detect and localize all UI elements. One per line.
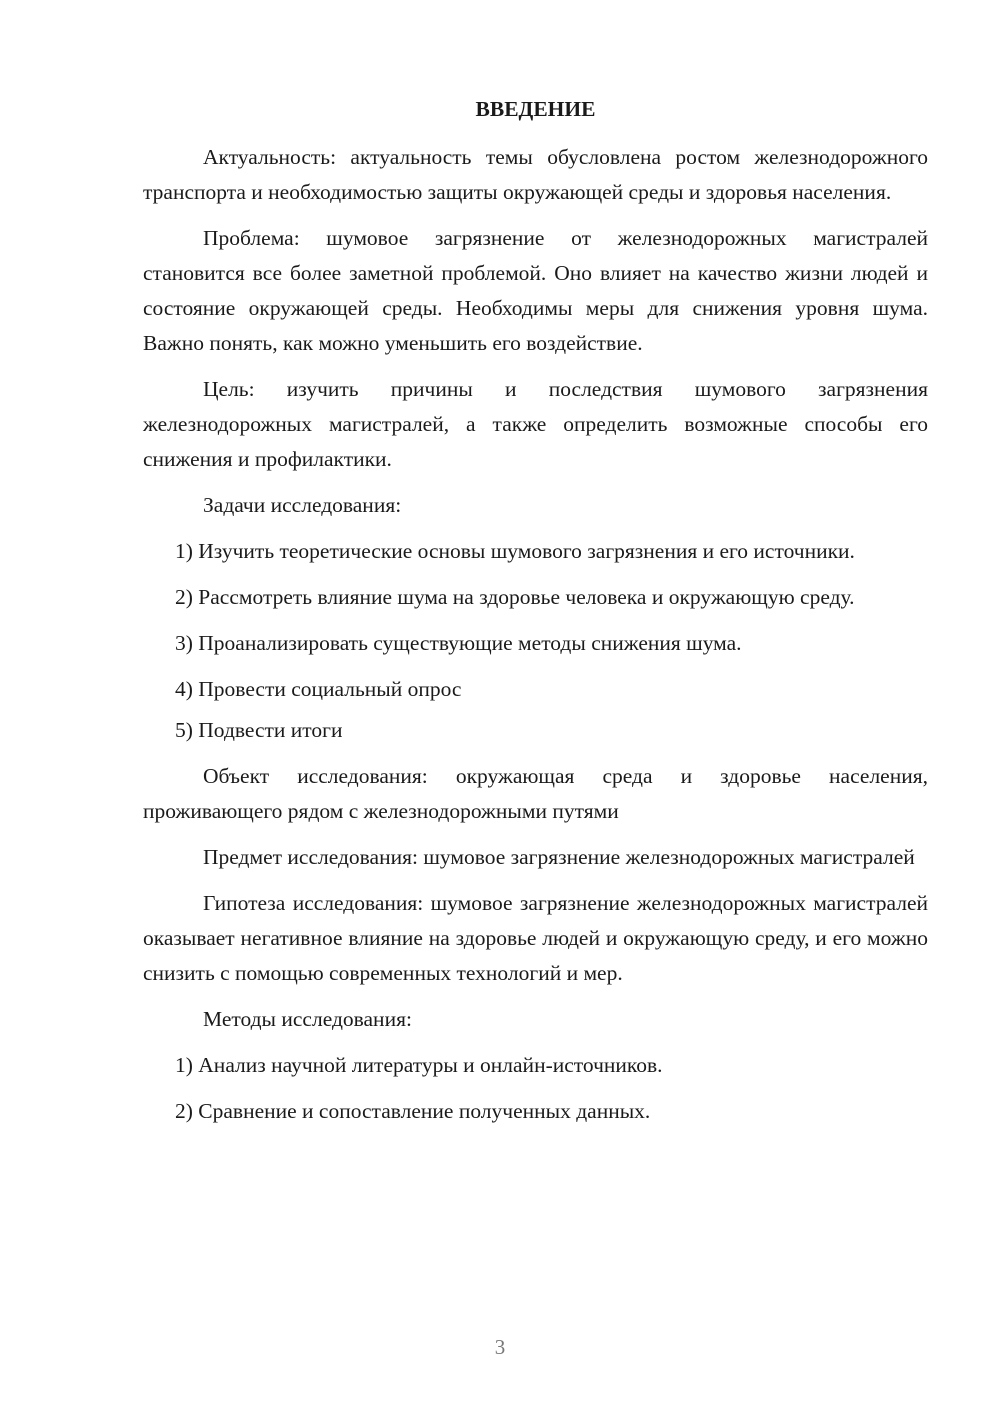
task-item-1: 1) Изучить теоретические основы шумового загрязнения и его источники.	[175, 539, 855, 563]
methods-heading: Методы исследования:	[203, 1007, 412, 1031]
paragraph-hypothesis: Гипотеза исследования: шумовое загрязнение железнодорожных магистралей оказывает негативное влияние на здоровье людей и окружающую среду, и его можно снизить с помощью современных технологий и мер.	[143, 891, 928, 985]
document-page	[143, 92, 928, 1140]
task-item-2: 2) Рассмотреть влияние шума на здоровье человека и окружающую среду.	[175, 585, 855, 609]
section-title: ВВЕДЕНИЕ	[475, 97, 596, 121]
paragraph-relevance: Актуальность: актуальность темы обусловлена ростом железнодорожного транспорта и необходимостью защиты окружающей среды и здоровья населения.	[143, 145, 928, 204]
paragraph-problem: Проблема: шумовое загрязнение от железнодорожных магистралей становится все более заметной проблемой. Оно влияет на качество жизни людей и состояние окружающей среды. Необходимы меры для снижения уровня шума. Важно понять, как можно уменьшить его воздействие.	[143, 226, 928, 355]
task-item-5: 5) Подвести итоги	[175, 718, 343, 742]
page-number: 3	[494, 1335, 506, 1359]
task-item-3: 3) Проанализировать существующие методы снижения шума.	[175, 631, 742, 655]
method-item-1: 1) Анализ научной литературы и онлайн-источников.	[175, 1053, 663, 1077]
tasks-heading: Задачи исследования:	[203, 493, 402, 517]
task-item-4: 4) Провести социальный опрос	[175, 677, 462, 701]
paragraph-object: Объект исследования: окружающая среда и здоровье населения, проживающего рядом с железнодорожными путями	[143, 764, 928, 823]
paragraph-subject: Предмет исследования: шумовое загрязнение железнодорожных магистралей	[203, 845, 915, 869]
method-item-2: 2) Сравнение и сопоставление полученных данных.	[175, 1099, 651, 1123]
paragraph-goal: Цель: изучить причины и последствия шумового загрязнения железнодорожных магистралей, а также определить возможные способы его снижения и профилактики.	[143, 377, 928, 471]
